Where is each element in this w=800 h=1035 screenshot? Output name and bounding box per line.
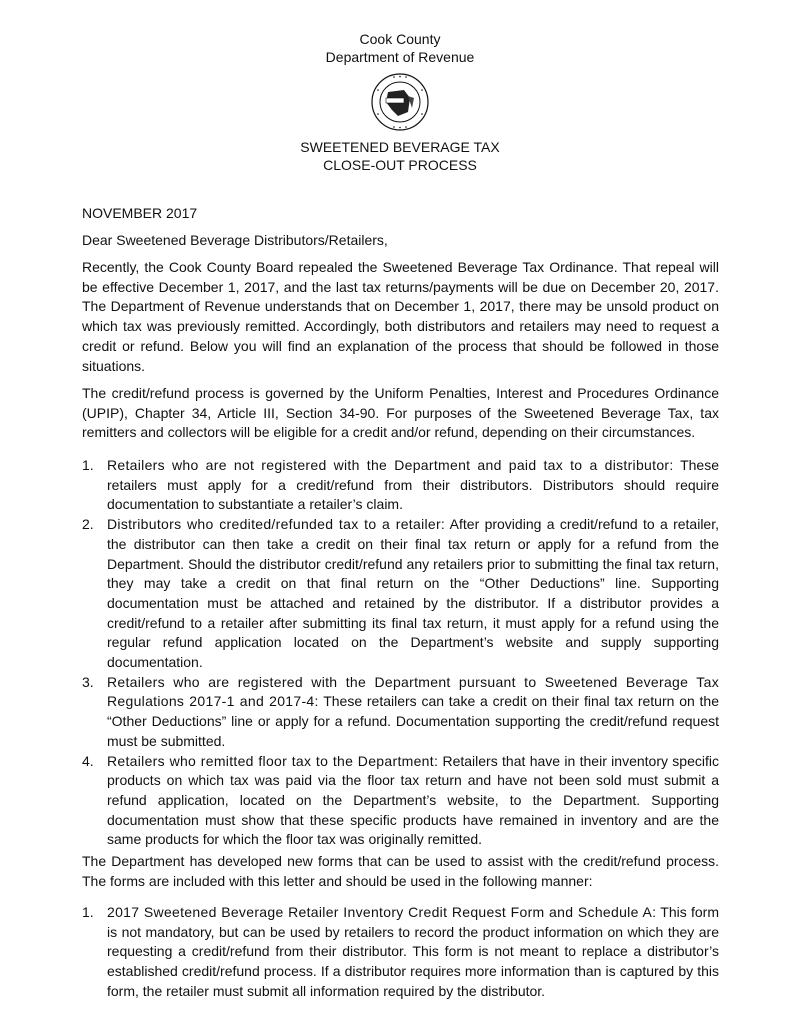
list-number: 1. (82, 457, 94, 473)
title-line-1: SWEETENED BEVERAGE TAX (300, 139, 500, 155)
eligibility-list (82, 456, 719, 850)
list-item-text: After providing a credit/refund to a retailer, the distributor can then take a credit on their final tax return or apply for a refund from the Department. Should the distributor credit/refund any retailers prior to submitting the final tax return, they may take a credit on that final return on the “Other Deductions” line. Supporting documentation must be attached and retained by the distributor. If a distributor provides a credit/refund to a retailer after submitting its final tax return, it must apply for a refund using the regular refund application located on the Department’s website and supply supporting documentation. (107, 516, 719, 671)
list-item (82, 752, 719, 851)
list-item-text: This form is not mandatory, but can be used by retailers to record the product information on which they are requesting a credit/refund from their distributor. This form is not meant to replace a distributor’s established credit/refund process. If a distributor requires more information than is captured by this form, the retailer must submit all information required by the distributor. (107, 904, 719, 999)
list-item-text: These retailers must apply for a credit/refund from their distributors. Distributors should require documentation to substantiate a retailer’s claim. (107, 457, 720, 513)
list-item (82, 515, 719, 673)
list-item-text: Retailers that have in their inventory specific products on which tax was paid via the floor tax return and have not been sold must submit a refund application, located on the Department’s website, to the Department. Supporting documentation must show that these specific products have remained in inventory and are the same products for which the floor tax was originally remitted. (107, 752, 719, 848)
letterhead (0, 30, 800, 66)
list-item-lead: Distributors who credited/refunded tax to a retailer: (107, 516, 446, 533)
county-seal-logo (364, 72, 436, 132)
dept-name: Department of Revenue (325, 49, 475, 65)
list-item-lead: Retailers who are registered with the Department pursuant to Sweetened Beverage Tax Regulations 2017-1 and 2017-4: (107, 673, 719, 710)
list-number: 2. (82, 516, 94, 533)
list-item-text: These retailers can take a credit on their final tax return on the “Other Deductions” line or apply for a refund. Documentation supporting the credit/refund request must be submitted. (107, 693, 719, 749)
list-item-lead: Retailers who remitted floor tax to the Department: (107, 752, 439, 769)
list-item (82, 903, 719, 1002)
paragraph-forms: The Department has developed new forms that can be used to assist with the credit/refund process. The forms are included with this letter and should be used in the following manner: (82, 853, 719, 889)
letter-date: NOVEMBER 2017 (82, 205, 198, 221)
list-item (82, 456, 719, 515)
list-item-lead: Retailers who are not registered with the Department and paid tax to a distributor: (107, 457, 674, 473)
list-number: 1. (82, 904, 94, 920)
org-name: Cook County (359, 31, 441, 47)
document-title (0, 138, 800, 174)
list-number: 4. (82, 752, 94, 769)
salutation: Dear Sweetened Beverage Distributors/Retailers, (82, 232, 388, 248)
paragraph-upip: The credit/refund process is governed by the Uniform Penalties, Interest and Procedures Ordinance (UPIP), Chapter 34, Article III, Section 34-90. For purposes of the Sweetened Beverage Tax, tax remitters and collectors will be eligible for a credit and/or refund, depending on their circumstances. (82, 385, 719, 441)
list-number: 3. (82, 673, 94, 690)
title-line-2: CLOSE-OUT PROCESS (323, 157, 477, 173)
list-item-lead: 2017 Sweetened Beverage Retailer Inventory Credit Request Form and Schedule A: (107, 904, 657, 920)
paragraph-intro: Recently, the Cook County Board repealed the Sweetened Beverage Tax Ordinance. That repeal will be effective December 1, 2017, and the last tax returns/payments will be due on December 20, 2017. The Department of Revenue understands that on December 1, 2017, there may be unsold product on which tax was previously remitted. Accordingly, both distributors and retailers may need to request a credit or refund. Below you will find an explanation of the process that should be followed in those situations. (82, 259, 719, 374)
forms-list (82, 903, 719, 1002)
list-item (82, 673, 719, 752)
